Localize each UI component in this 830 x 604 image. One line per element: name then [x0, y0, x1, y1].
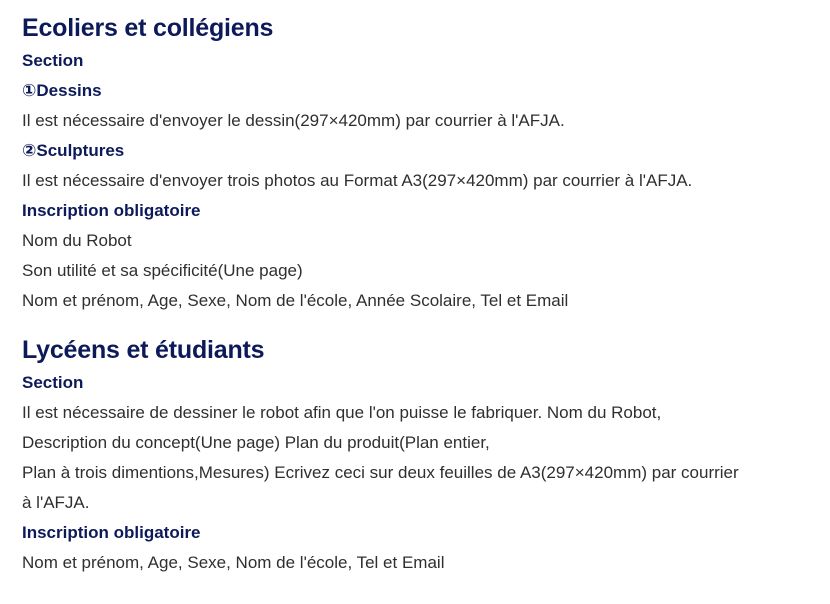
section-line: à l'AFJA. [22, 493, 90, 512]
section-heading: Lycéens et étudiants [22, 336, 265, 364]
section-line: Description du concept(Une page) Plan du produit(Plan entier, [22, 433, 490, 452]
inscription-label: Inscription obligatoire [22, 523, 201, 542]
section-line: Il est nécessaire de dessiner le robot afin que l'on puisse le fabriquer. Nom du Robot, [22, 403, 662, 422]
inscription-line: Nom et prénom, Age, Sexe, Nom de l'école, Année Scolaire, Tel et Email [22, 291, 569, 310]
section-label: Section [22, 373, 84, 392]
section-ecoliers [22, 0, 830, 316]
inscription-label: Inscription obligatoire [22, 201, 201, 220]
section-label: Section [22, 51, 84, 70]
inscription-line: Nom et prénom, Age, Sexe, Nom de l'école, Tel et Email [22, 553, 445, 572]
sculptures-label: ②Sculptures [22, 141, 125, 160]
section-heading: Ecoliers et collégiens [22, 14, 274, 42]
sculptures-text: Il est nécessaire d'envoyer trois photos au Format A3(297×420mm) par courrier à l'AFJA. [22, 171, 693, 190]
section-lyceens [22, 316, 830, 578]
dessins-label: ①Dessins [22, 81, 102, 100]
section-line: Plan à trois dimentions,Mesures) Ecrivez ceci sur deux feuilles de A3(297×420mm) par courrier [22, 463, 739, 482]
inscription-line: Nom du Robot [22, 231, 132, 250]
inscription-line: Son utilité et sa spécificité(Une page) [22, 261, 303, 280]
dessins-text: Il est nécessaire d'envoyer le dessin(297×420mm) par courrier à l'AFJA. [22, 111, 565, 130]
